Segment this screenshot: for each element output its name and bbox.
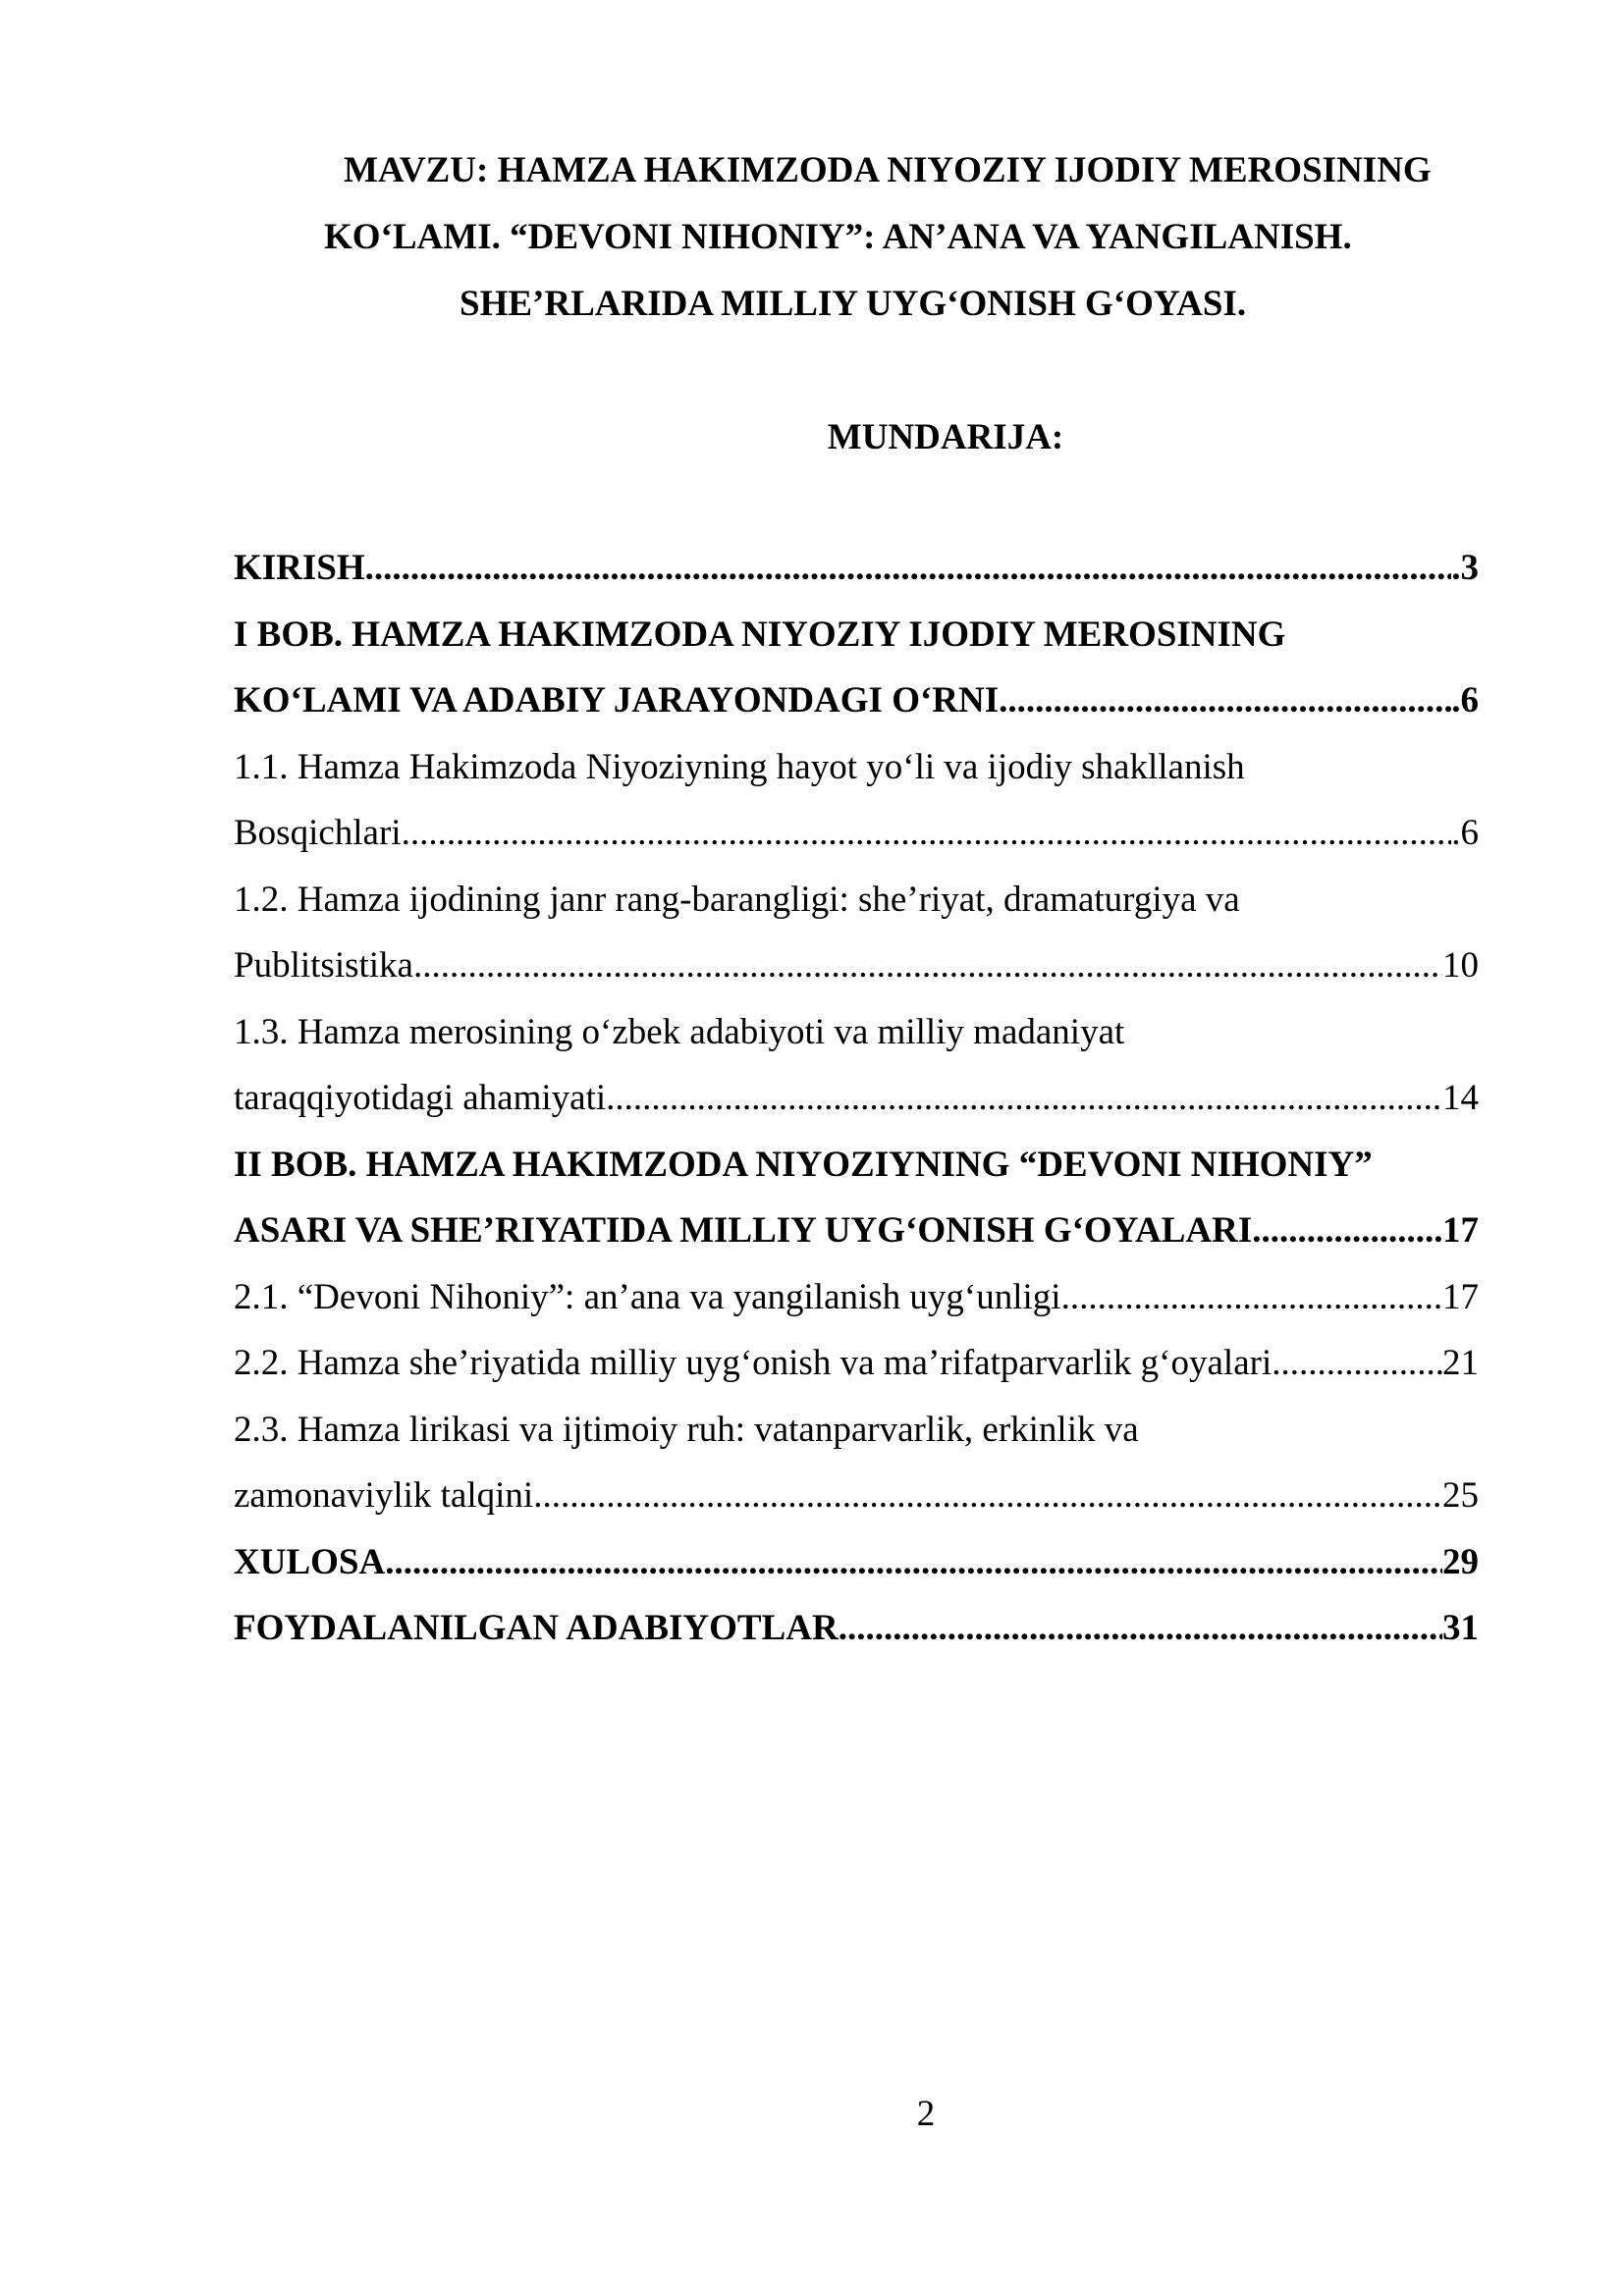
toc-entry-text: I BOB. HAMZA HAKIMZODA NIYOZIY IJODIY MEROSINING <box>234 614 1286 655</box>
toc-entry-page: 17 <box>1442 1210 1479 1251</box>
toc-entry-text: FOYDALANILGAN ADABIYOTLAR <box>234 1608 839 1648</box>
toc-entry[interactable] <box>234 1340 1479 1387</box>
toc-entry-page: .6 <box>1451 813 1479 853</box>
toc-entry-page: 25 <box>1442 1475 1479 1516</box>
toc-entry-text: taraqqiyotidagi ahamiyati <box>234 1078 607 1118</box>
dot-leader <box>606 1075 1442 1122</box>
toc-entry-page: .3 <box>1451 548 1479 588</box>
title-line-1: MAVZU: HAMZA HAKIMZODA NIYOZIY IJODIY MEROSINING <box>344 150 1432 190</box>
dot-leader <box>365 545 1452 592</box>
toc-entry[interactable] <box>234 1539 1479 1586</box>
toc-entry[interactable] <box>234 1207 1479 1255</box>
dot-leader <box>385 1539 1442 1586</box>
toc-entry[interactable] <box>234 1472 1479 1520</box>
toc-entry-page: 14 <box>1442 1078 1479 1118</box>
dot-leader <box>533 1472 1442 1520</box>
toc-entry[interactable] <box>234 1075 1479 1122</box>
dot-leader <box>1252 1207 1442 1255</box>
toc-entry-page: 31 <box>1442 1608 1479 1648</box>
toc-entry[interactable] <box>234 942 1479 989</box>
toc-entry-page: 29 <box>1442 1542 1479 1582</box>
toc-entry-text: KO‘LAMI VA ADABIY JARAYONDAGI O‘RNI <box>234 680 1000 721</box>
toc-entry[interactable] <box>234 877 1479 924</box>
toc-entry-page: 17 <box>1442 1277 1479 1317</box>
toc-entry-text: KIRISH <box>234 548 365 588</box>
toc-entry-text: Bosqichlari <box>234 813 402 853</box>
page-number: 2 <box>916 2094 936 2134</box>
toc-entry-text: zamonaviylik talqini <box>234 1475 534 1516</box>
toc-entry[interactable] <box>234 1274 1479 1321</box>
dot-leader <box>413 942 1442 989</box>
toc-entry[interactable] <box>234 1407 1479 1454</box>
toc-entry-text: Publitsistika <box>234 945 413 986</box>
toc-entry[interactable] <box>234 545 1479 592</box>
title-line-3: SHE’RLARIDA MILLIY UYG‘ONISH G‘OYASI. <box>460 284 1247 324</box>
toc-entry-text: 2.2. Hamza she’riyatida milliy uyg‘onish va ma’rifatparvarlik g‘oyalari <box>234 1343 1272 1383</box>
dot-leader <box>402 810 1452 857</box>
dot-leader <box>1061 1274 1442 1321</box>
toc-entry-text: ASARI VA SHE’RIYATIDA MILLIY UYG‘ONISH G‘OYALARI <box>234 1210 1253 1251</box>
toc-entry[interactable] <box>234 744 1479 791</box>
toc-entry-text: 2.1. “Devoni Nihoniy”: an’ana va yangilanish uyg‘unligi <box>234 1277 1061 1317</box>
dot-leader <box>999 677 1451 724</box>
toc-entry-text: II BOB. HAMZA HAKIMZODA NIYOZIYNING “DEVONI NIHONIY” <box>234 1145 1373 1185</box>
toc-entry-text: XULOSA <box>234 1542 386 1582</box>
toc-entry[interactable] <box>234 1142 1479 1189</box>
toc-entry[interactable] <box>234 810 1479 857</box>
toc-entry[interactable] <box>234 1009 1479 1056</box>
toc-entry-page: .6 <box>1451 680 1479 721</box>
dot-leader <box>839 1605 1442 1652</box>
toc-entry-text: 1.3. Hamza merosining o‘zbek adabiyoti va milliy madaniyat <box>234 1012 1125 1052</box>
contents-heading: MUNDARIJA: <box>827 417 1064 457</box>
toc-entry-text: 1.2. Hamza ijodining janr rang-barangligi: she’riyat, dramaturgiya va <box>234 880 1240 920</box>
toc-entry[interactable] <box>234 677 1479 724</box>
toc-entry-text: 2.3. Hamza lirikasi va ijtimoiy ruh: vatanparvarlik, erkinlik va <box>234 1410 1139 1450</box>
toc-entry[interactable] <box>234 612 1479 659</box>
toc-entry[interactable] <box>234 1605 1479 1652</box>
toc-entry-text: 1.1. Hamza Hakimzoda Niyoziyning hayot yo‘li va ijodiy shakllanish <box>234 747 1245 787</box>
title-line-2: KO‘LAMI. “DEVONI NIHONIY”: AN’ANA VA YANGILANISH. <box>324 217 1352 257</box>
dot-leader <box>1272 1340 1442 1387</box>
toc-entry-page: 10 <box>1442 945 1479 986</box>
toc-entry-page: 21 <box>1442 1343 1479 1383</box>
